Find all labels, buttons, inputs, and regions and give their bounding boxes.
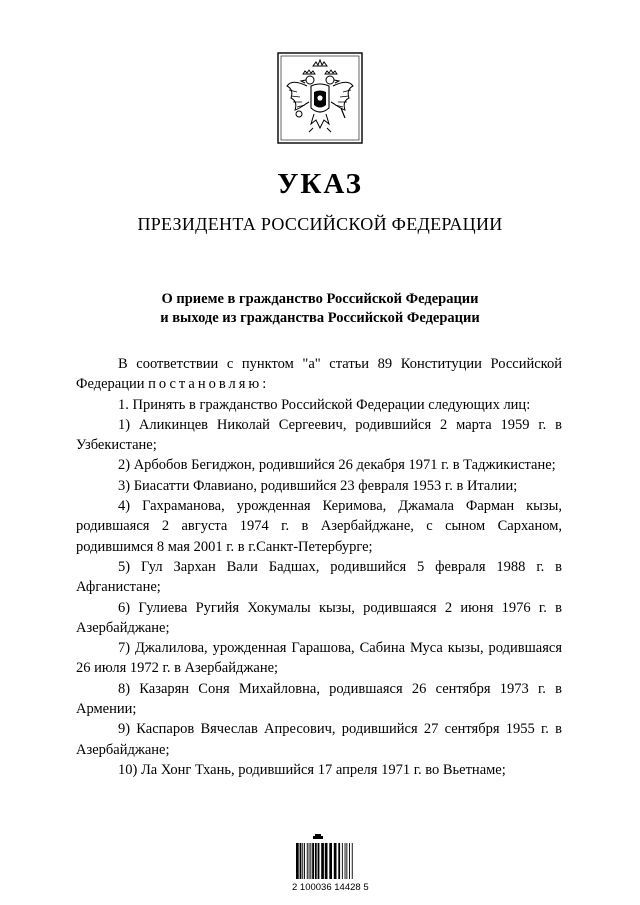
barcode-number: 2 100036 14428 5: [292, 882, 369, 893]
barcode-bar: [304, 843, 305, 879]
barcode-bar: [329, 843, 332, 879]
decree-heading: [0, 290, 640, 328]
barcode-bar: [302, 843, 303, 879]
barcode-bar: [312, 843, 314, 879]
item-1-paragraph: 1. Принять в гражданство Российской Федерации следующих лиц:: [118, 396, 531, 413]
barcode-bar: [315, 843, 317, 879]
russian-coat-of-arms-icon: [277, 52, 363, 144]
heading-line-2: и выходе из гражданства Российской Федерации: [160, 310, 480, 326]
person-entry: 3) Биасатти Флавиано, родившийся 23 февраля 1953 г. в Италии;: [118, 477, 518, 494]
barcode-bar: [307, 843, 308, 879]
barcode-bar: [325, 843, 328, 879]
person-entry: 6) Гулиева Ругийя Хокумалы кызы, родившаяся 2 июня 1976 г. в Азербайджане;: [76, 599, 562, 636]
coat-of-arms-emblem: [277, 52, 363, 144]
barcode-bar: [321, 843, 324, 879]
barcode-bar: [300, 843, 302, 879]
barcode-bar: [338, 843, 340, 879]
barcode-bar: [296, 843, 299, 879]
document-subtitle: ПРЕЗИДЕНТА РОССИЙСКОЙ ФЕДЕРАЦИИ: [137, 214, 503, 234]
heading-line-1: О приеме в гражданство Российской Федерации: [161, 291, 479, 307]
barcode-bar: [342, 843, 343, 879]
preamble-text: В соответствии с пунктом "а" статьи 89 Конституции Российской Федерации: [76, 356, 562, 393]
barcode-bar: [310, 843, 311, 879]
person-entry: 2) Арбобов Бегиджон, родившийся 26 декабря 1971 г. в Таджикистане;: [118, 457, 556, 474]
preamble-paragraph: [76, 354, 562, 395]
person-entry: 10) Ла Хонг Тхань, родившийся 17 апреля 1971 г. во Вьетнаме;: [118, 761, 506, 778]
document-title: УКАЗ: [277, 168, 363, 200]
barcode-bar: [345, 843, 346, 879]
decree-word: постановляю:: [148, 376, 270, 393]
barcode-bar: [352, 843, 353, 879]
person-entry: 8) Казарян Соня Михайловна, родившаяся 26 сентября 1973 г. в Армении;: [76, 680, 562, 718]
person-entry: 7) Джалилова, урожденная Гарашова, Сабина Муса кызы, родившаяся 26 июля 1972 г. в Азербайджане;: [76, 640, 562, 677]
person-entry: 4) Гахраманова, урожденная Керимова, Джамала Фарман кызы, родившаяся 2 августа 1974 г. в Азербайджане, с сыном Сарханом, родившимся 8 мая 2001 г. в г.Санкт-Петербурге;: [76, 498, 562, 555]
stamp-mark-icon: [313, 834, 323, 841]
barcode-bar: [346, 843, 347, 879]
barcode-bar: [318, 843, 320, 879]
person-entry: 1) Аликинцев Николай Сергеевич, родившийся 2 марта 1959 г. в Узбекистане;: [76, 416, 562, 454]
barcode-bar: [309, 843, 310, 879]
decree-body: [76, 354, 562, 780]
person-entry: 9) Каспаров Вячеслав Апресович, родившийся 27 сентября 1955 г. в Азербайджане;: [76, 721, 562, 758]
barcode-bar: [334, 843, 337, 879]
person-entry: 5) Гул Зархан Вали Бадшах, родившийся 5 февраля 1988 г. в Афганистане;: [76, 558, 562, 596]
barcode: [296, 843, 362, 879]
barcode-bar: [349, 843, 350, 879]
